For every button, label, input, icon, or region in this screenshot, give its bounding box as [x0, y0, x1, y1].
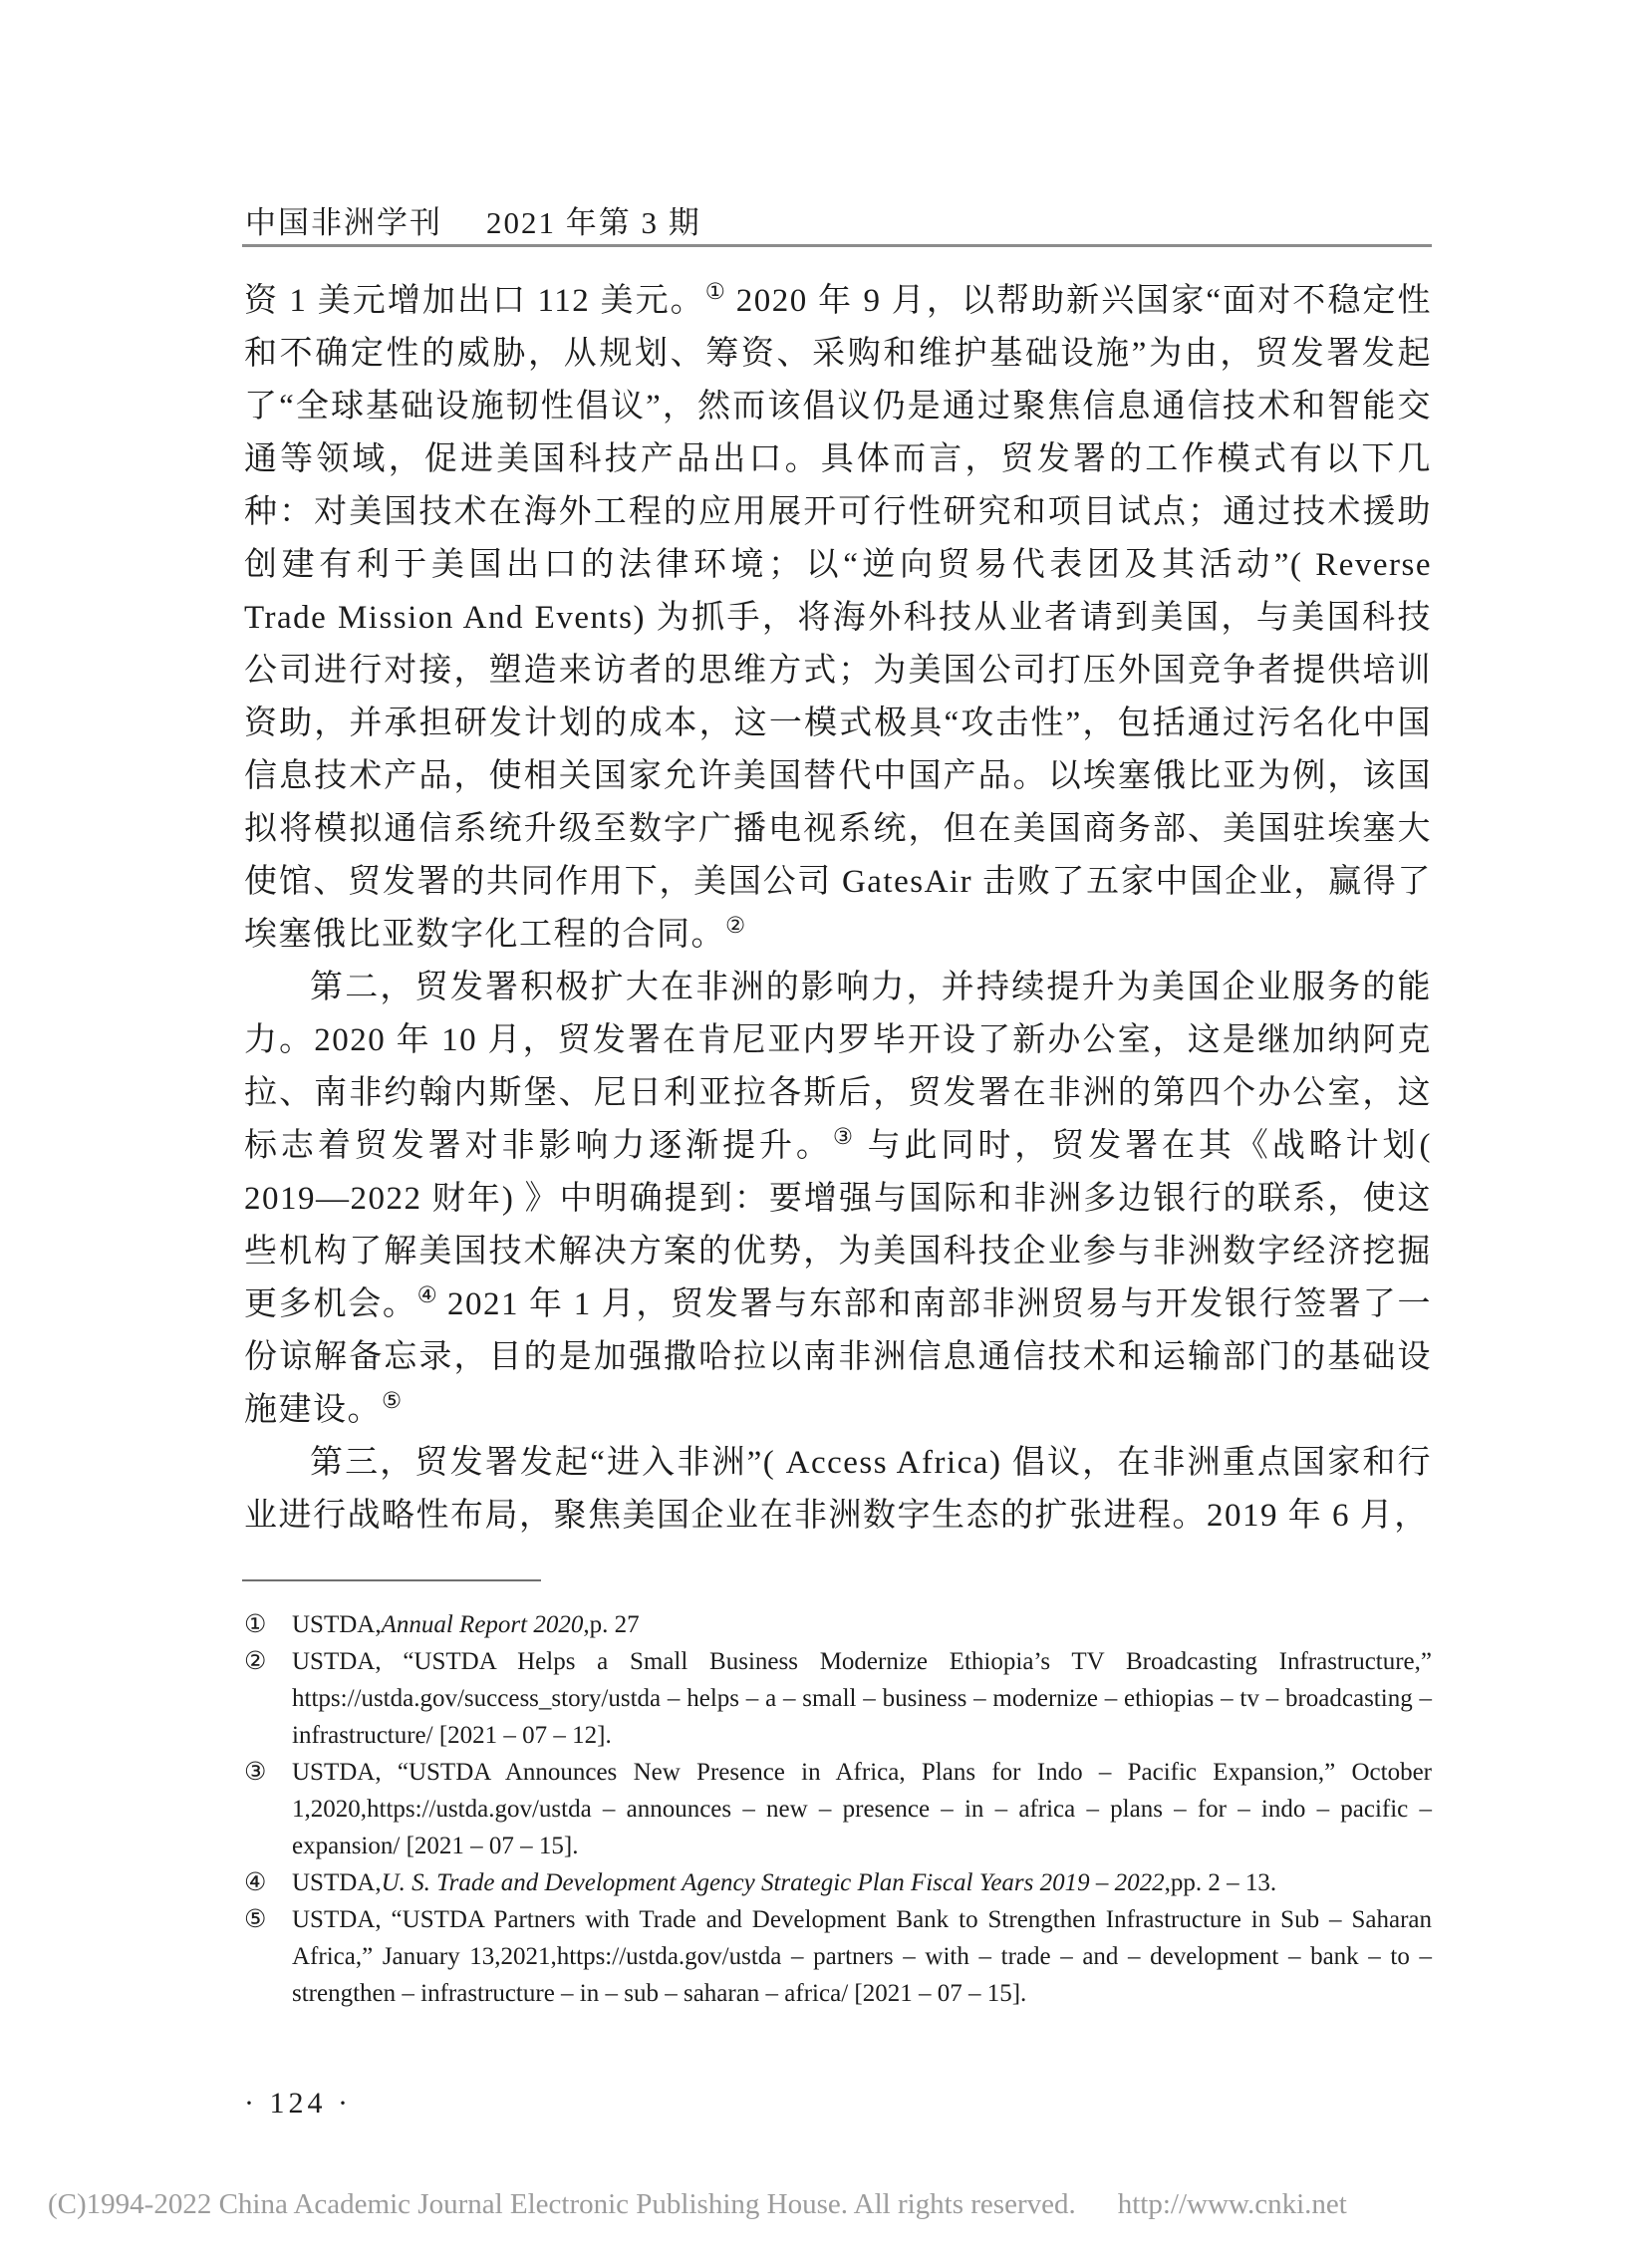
body-paragraph: [244, 275, 1432, 962]
footnote-number: ①: [244, 1611, 267, 1638]
footnote-marker: ④: [416, 1282, 438, 1307]
page-header: [245, 197, 701, 242]
text-run: 与此同时，贸发署在其《战略计划( 2019—2022 财年) 》中明确提到：要增强与国际和非洲多边银行的联系，使这些机构了解美国技术解决方案的优势，为美国科技企业参与非洲数字经济挖掘更多机会。: [244, 1128, 1432, 1322]
footnote-number: ②: [244, 1648, 267, 1675]
page-number: · 124 ·: [244, 2087, 352, 2120]
journal-title: 中国非洲学刊: [245, 205, 442, 240]
text-run: 资 1 美元增加出口 112 美元。: [244, 283, 705, 319]
footnote-text: [292, 1643, 1432, 1754]
copyright-url: http://www.cnki.net: [1117, 2188, 1347, 2220]
body-paragraph: [244, 1437, 1432, 1543]
footnote-item: [244, 1901, 1432, 2012]
text-run: USTDA, “USTDA Helps a Small Business Modernize Ethiopia’s TV Broadcasting Infrastructure,” https://ustda.gov/success_story/ustda – helps – a – small – business – modernize – ethiopias – tv – broadcasting – infrastructure/ [2021 – 07 – 12].: [292, 1648, 1432, 1749]
footnote-marker: ③: [832, 1124, 856, 1149]
footnote-divider: [242, 1579, 541, 1581]
article-body: [244, 275, 1432, 1543]
footnote-text: [292, 1864, 1432, 1901]
text-run: USTDA, “USTDA Announces New Presence in Africa, Plans for Indo – Pacific Expansion,” October 1,2020,https://ustda.gov/ustda – announces – new – presence – in – africa – plans – for – indo – pacific – expansion/ [2021 – 07 – 15].: [292, 1759, 1432, 1859]
footnote-marker: ①: [704, 279, 726, 304]
text-run: 第二，贸发署积极扩大在非洲的影响力，并持续提升为美国企业服务的能力。2020 年 10 月，贸发署在肯尼亚内罗毕开设了新办公室，这是继加纳阿克拉、南非约翰内斯堡、尼日利亚拉各斯后，贸发署在非洲的第四个办公室，这标志着贸发署对非影响力逐渐提升。: [244, 970, 1432, 1164]
footnote-text: [292, 1606, 1432, 1643]
footnote-marker: ②: [725, 913, 746, 938]
header-rule: [242, 244, 1432, 247]
text-run: USTDA, “USTDA Partners with Trade and Development Bank to Strengthen Infrastructure in Sub – Saharan Africa,” January 13,2021,https://ustda.gov/ustda – partners – with – trade – and – development – bank – to – strengthen – infrastructure – in – sub – saharan – africa/ [2021 – 07 – 15].: [292, 1906, 1432, 2007]
text-run: U. S. Trade and Development Agency Strategic Plan Fiscal Years 2019 – 2022: [381, 1869, 1165, 1896]
body-paragraph: [244, 962, 1432, 1437]
text-run: ,p. 27: [583, 1611, 640, 1638]
text-run: 2021 年 1 月，贸发署与东部和南部非洲贸易与开发银行签署了一份谅解备忘录，目的是加强撒哈拉以南非洲信息通信技术和运输部门的基础设施建设。: [244, 1286, 1433, 1428]
copyright-text: (C)1994-2022 China Academic Journal Electronic Publishing House. All rights reserved.: [48, 2188, 1076, 2220]
text-run: ,pp. 2 – 13.: [1164, 1869, 1277, 1896]
footnote-text: [292, 1754, 1432, 1864]
footnote-item: [244, 1864, 1432, 1901]
footnote-text: [292, 1901, 1432, 2012]
text-run: Annual Report 2020: [381, 1611, 584, 1638]
footnote-item: [244, 1606, 1432, 1643]
footnote-item: [244, 1754, 1432, 1864]
text-run: 第三，贸发署发起“进入非洲”( Access Africa) 倡议，在非洲重点国家和行业进行战略性布局，聚焦美国企业在非洲数字生态的扩张进程。2019 年 6 月，: [244, 1445, 1432, 1534]
footnotes: [244, 1606, 1432, 2012]
footnote-number: ④: [244, 1869, 267, 1896]
text-run: USTDA,: [292, 1869, 382, 1896]
copyright-footer: [48, 2188, 1347, 2221]
footnote-number: ③: [244, 1759, 267, 1786]
footnote-marker: ⑤: [382, 1388, 403, 1413]
footnote-number: ⑤: [244, 1906, 267, 1933]
footnote-item: [244, 1643, 1432, 1754]
issue-label: 2021 年第 3 期: [486, 205, 701, 240]
text-run: USTDA,: [292, 1611, 382, 1638]
text-run: 2020 年 9 月，以帮助新兴国家“面对不稳定性和不确定性的威胁，从规划、筹资、采购和维护基础设施”为由，贸发署发起了“全球基础设施韧性倡议”，然而该倡议仍是通过聚焦信息通信技术和智能交通等领域，促进美国科技产品出口。具体而言，贸发署的工作模式有以下几种：对美国技术在海外工程的应用展开可行性研究和项目试点；通过技术援助创建有利于美国出口的法律环境；以“逆向贸易代表团及其活动”( Reverse Trade Mission And Events) 为抓手，将海外科技从业者请到美国，与美国科技公司进行对接，塑造来访者的思维方式；为美国公司打压外国竞争者提供培训资助，并承担研发计划的成本，这一模式极具“攻击性”，包括通过污名化中国信息技术产品，使相关国家允许美国替代中国产品。以埃塞俄比亚为例，该国拟将模拟通信系统升级至数字广播电视系统，但在美国商务部、美国驻埃塞大使馆、贸发署的共同作用下，美国公司 GatesAir 击败了五家中国企业，赢得了埃塞俄比亚数字化工程的合同。: [244, 283, 1432, 953]
